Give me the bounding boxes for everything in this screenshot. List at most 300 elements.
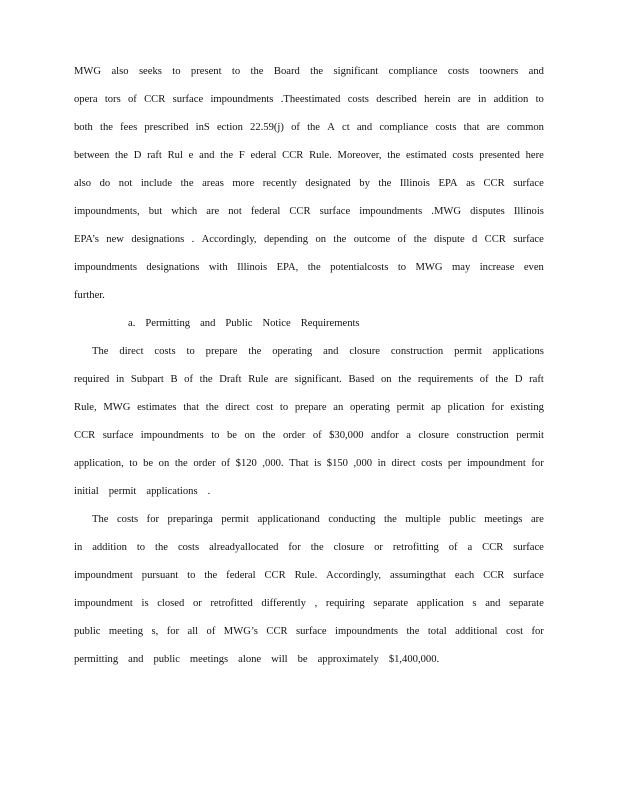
paragraph-3-line <box>74 568 544 596</box>
word: the <box>406 626 420 637</box>
word: significant <box>333 66 379 77</box>
word: for <box>146 514 160 525</box>
word: s, <box>151 626 159 637</box>
word: of <box>127 94 137 105</box>
word: requirements <box>417 374 474 385</box>
word: , <box>314 598 318 609</box>
word: fees <box>120 122 138 133</box>
paragraph-2-line <box>74 484 544 512</box>
word: disputes <box>470 206 505 217</box>
paragraph-1-line <box>74 204 544 232</box>
word: are <box>486 122 500 133</box>
word: the <box>378 178 392 189</box>
word: and <box>485 598 501 609</box>
word: new <box>106 234 124 245</box>
word: e <box>188 150 194 161</box>
word: impoundments, <box>74 206 140 217</box>
word: closure <box>418 430 449 441</box>
word: raft <box>529 374 544 385</box>
paragraph-1-line <box>74 260 544 288</box>
word: closure <box>349 346 380 357</box>
word: direct <box>225 402 250 413</box>
word: the <box>220 150 234 161</box>
word: the <box>310 66 324 77</box>
word: CCR <box>484 234 506 245</box>
word: ct <box>342 122 350 133</box>
word: for <box>531 458 544 469</box>
word: dispute <box>434 234 465 245</box>
word: be <box>143 458 154 469</box>
word: to <box>186 346 195 357</box>
word: by <box>359 178 370 189</box>
word: costs <box>177 542 200 553</box>
word: are <box>457 94 471 105</box>
word: for <box>531 626 544 637</box>
paragraph-1-line <box>74 288 544 316</box>
word: surface <box>296 626 327 637</box>
word: a <box>406 430 411 441</box>
word: That <box>289 458 309 469</box>
word: will <box>271 654 288 665</box>
paragraph-1-line <box>74 120 544 148</box>
word: EPA, <box>276 262 299 273</box>
word: additional <box>455 626 498 637</box>
word: also <box>74 178 92 189</box>
word: be <box>226 430 237 441</box>
word: CCR <box>289 206 311 217</box>
word: public <box>74 626 101 637</box>
word: to <box>136 542 146 553</box>
word: to <box>211 430 220 441</box>
word: but <box>148 206 163 217</box>
word: retrofitting <box>392 542 439 553</box>
word: MWG <box>74 66 102 77</box>
word: Rul <box>167 150 183 161</box>
word: and <box>128 654 144 665</box>
word: the <box>307 262 321 273</box>
word: inS <box>195 122 210 133</box>
word: the <box>205 402 219 413</box>
word: that <box>463 122 480 133</box>
word: retrofitted <box>210 598 253 609</box>
word: herein <box>424 94 451 105</box>
word: in <box>377 458 386 469</box>
word: of <box>479 374 489 385</box>
word: surface <box>513 570 544 581</box>
word: closure <box>333 542 365 553</box>
word: are <box>274 374 288 385</box>
word: the <box>204 570 218 581</box>
word: ection <box>216 122 243 133</box>
word: and <box>200 318 216 329</box>
word: further. <box>74 290 105 301</box>
word: surface <box>172 94 204 105</box>
word: ,000. <box>262 458 284 469</box>
word: potentialcosts <box>330 262 389 273</box>
paragraph-1-line <box>74 64 544 92</box>
word: per <box>447 458 462 469</box>
word: .Theestimated <box>280 94 341 105</box>
word: significant. <box>294 374 342 385</box>
word: on <box>381 374 392 385</box>
word: $150 <box>326 458 348 469</box>
word: impoundments <box>210 94 274 105</box>
word: ederal <box>250 150 277 161</box>
word: more <box>232 178 255 189</box>
word: alone <box>238 654 262 665</box>
word: the <box>383 514 397 525</box>
word: CCR <box>482 542 504 553</box>
word: operating <box>349 402 390 413</box>
word: are <box>530 514 544 525</box>
word: impoundments <box>335 626 399 637</box>
word: described <box>376 94 417 105</box>
word: application, <box>74 458 124 469</box>
word: in <box>478 94 487 105</box>
word: addition <box>493 94 529 105</box>
word: and <box>323 346 339 357</box>
word: the <box>180 178 194 189</box>
word: EPA’s <box>74 234 99 245</box>
word: the <box>495 374 509 385</box>
word: public <box>153 654 180 665</box>
word: to <box>172 66 181 77</box>
word: Rule. <box>309 150 332 161</box>
word: costs <box>154 346 176 357</box>
word: cost <box>505 626 524 637</box>
word: permit <box>396 402 425 413</box>
word: recently <box>262 178 297 189</box>
word: Permitting <box>145 318 191 329</box>
paragraph-2-line <box>74 400 544 428</box>
word: on <box>158 458 170 469</box>
word: Public <box>225 318 253 329</box>
word: order <box>193 458 216 469</box>
word: the <box>413 234 427 245</box>
word: d <box>472 234 478 245</box>
word: permitting <box>74 654 119 665</box>
word: federal <box>226 570 256 581</box>
word: CCR <box>264 570 286 581</box>
word: designations <box>131 234 185 245</box>
word: which <box>171 206 198 217</box>
paragraph-2-line <box>74 344 544 372</box>
word: required <box>74 374 110 385</box>
word: Accordingly, <box>326 570 382 581</box>
word: $30,000 <box>329 430 364 441</box>
word: construction <box>390 346 444 357</box>
word: tors <box>104 94 121 105</box>
paragraph-3-line <box>74 540 544 568</box>
word: approximately <box>317 654 379 665</box>
word: $120 <box>235 458 257 469</box>
word: costs <box>452 150 474 161</box>
word: meetings <box>189 654 229 665</box>
word: the <box>174 458 188 469</box>
word: surface <box>513 178 544 189</box>
word: here <box>525 150 544 161</box>
word: estimates <box>137 402 177 413</box>
word: B <box>170 374 178 385</box>
word: . <box>191 234 195 245</box>
word: for <box>491 402 504 413</box>
word: not <box>118 178 133 189</box>
word: all <box>187 626 199 637</box>
word: D <box>514 374 523 385</box>
word: andfor <box>371 430 399 441</box>
word: existing <box>510 402 544 413</box>
word: the <box>248 346 262 357</box>
word: conducting <box>328 514 376 525</box>
word: Board <box>273 66 300 77</box>
word: prescribed <box>144 122 189 133</box>
word: include <box>140 178 173 189</box>
word: application <box>416 598 464 609</box>
word: separate <box>373 598 409 609</box>
word: surface <box>319 206 351 217</box>
word: areas <box>202 178 224 189</box>
paragraph-1-line <box>74 148 544 176</box>
word: impoundment <box>74 570 133 581</box>
word: s <box>472 598 477 609</box>
word: addition <box>92 542 127 553</box>
word: Requirements <box>300 318 360 329</box>
word: to <box>535 94 544 105</box>
word: the <box>262 430 276 441</box>
word: raft <box>147 150 162 161</box>
word: a <box>467 542 473 553</box>
word: presented <box>479 150 520 161</box>
word: also <box>111 66 129 77</box>
word: MWG <box>415 262 443 273</box>
word: alreadyallocated <box>209 542 279 553</box>
word: initial <box>74 486 99 497</box>
word: to <box>231 66 241 77</box>
word: between <box>74 150 110 161</box>
word: of <box>448 542 458 553</box>
word: for <box>288 542 301 553</box>
word: present <box>190 66 222 77</box>
word: Accordingly, <box>201 234 257 245</box>
word: or <box>374 542 383 553</box>
paragraph-1-line <box>74 92 544 120</box>
word: an <box>333 402 344 413</box>
word: to <box>187 570 196 581</box>
word: permit <box>516 430 544 441</box>
word: federal <box>250 206 281 217</box>
word: or <box>192 598 202 609</box>
word: The <box>92 346 109 357</box>
paragraph-3-line <box>74 596 544 624</box>
word: is <box>314 458 322 469</box>
word: impoundment <box>466 458 526 469</box>
word: impoundment <box>74 598 133 609</box>
word: permit <box>108 486 137 497</box>
word: increase <box>479 262 515 273</box>
word: construction <box>456 430 509 441</box>
word: of <box>397 234 407 245</box>
word: of <box>206 626 216 637</box>
word: ap <box>430 402 441 413</box>
word: each <box>454 570 475 581</box>
word: requiring <box>325 598 365 609</box>
word: the <box>387 150 401 161</box>
word: 22.59(j) <box>250 122 284 133</box>
word: Subpart <box>130 374 164 385</box>
word: to <box>129 458 138 469</box>
word: A <box>327 122 335 133</box>
word: cost <box>256 402 274 413</box>
word: of <box>312 430 322 441</box>
paragraph-2-line <box>74 372 544 400</box>
word: impoundments <box>74 262 137 273</box>
word: compliance <box>379 122 429 133</box>
paragraph-2-line <box>74 428 544 456</box>
word: applications <box>492 346 544 357</box>
word: Rule, <box>74 402 97 413</box>
word: toowners <box>479 66 519 77</box>
word: impoundments <box>359 206 423 217</box>
word: Based <box>348 374 375 385</box>
word: The <box>92 514 109 525</box>
word: for <box>166 626 180 637</box>
word: meetings <box>484 514 523 525</box>
word: total <box>427 626 447 637</box>
word: to <box>397 262 407 273</box>
word: designations <box>146 262 200 273</box>
word: permit <box>221 514 249 525</box>
word: operating <box>272 346 313 357</box>
word: EPA <box>438 178 458 189</box>
paragraph-1-line <box>74 176 544 204</box>
word: the <box>250 66 264 77</box>
word: designated <box>305 178 351 189</box>
word: common <box>506 122 544 133</box>
word: Illinois <box>399 178 430 189</box>
word: are <box>206 206 220 217</box>
word: the <box>155 542 168 553</box>
word: public <box>449 514 476 525</box>
word: Rule <box>248 374 269 385</box>
word: and <box>199 150 215 161</box>
word: surface <box>513 234 544 245</box>
word: in <box>74 542 83 553</box>
word: multiple <box>405 514 441 525</box>
word: CCR <box>144 94 166 105</box>
paragraph-3-line <box>74 512 544 540</box>
word: of <box>291 122 300 133</box>
word: the <box>115 150 128 161</box>
word: on <box>244 430 256 441</box>
word: . <box>207 486 211 497</box>
word: Draft <box>219 374 242 385</box>
word: closed <box>157 598 185 609</box>
section-heading-a <box>74 316 544 344</box>
word: Illinois <box>513 206 544 217</box>
word: both <box>74 122 93 133</box>
word: is <box>141 598 149 609</box>
word: preparinga <box>167 514 213 525</box>
word: compliance <box>388 66 438 77</box>
word: separate <box>509 598 544 609</box>
word: prepare <box>205 346 238 357</box>
word: opera <box>74 94 98 105</box>
word: of <box>221 458 231 469</box>
word: the <box>310 542 324 553</box>
word: that <box>183 402 200 413</box>
word: estimated <box>405 150 447 161</box>
word: costs <box>116 514 139 525</box>
word: order <box>282 430 306 441</box>
paragraph-3-line <box>74 624 544 652</box>
word: Rule. <box>294 570 318 581</box>
word: a. <box>128 318 136 329</box>
word: .MWG <box>431 206 462 217</box>
word: as <box>466 178 475 189</box>
word: costs <box>447 66 470 77</box>
word: CCR <box>483 570 505 581</box>
word: may <box>452 262 471 273</box>
word: in <box>115 374 125 385</box>
document-body <box>74 64 544 680</box>
word: with <box>208 262 228 273</box>
word: Illinois <box>237 262 268 273</box>
word: pursuant <box>141 570 179 581</box>
word: be <box>297 654 308 665</box>
word: depending <box>263 234 309 245</box>
word: MWG <box>103 402 131 413</box>
word: surface <box>513 542 544 553</box>
word: Moreover, <box>337 150 382 161</box>
word: applications <box>146 486 198 497</box>
word: impoundments <box>140 430 204 441</box>
word: even <box>523 262 544 273</box>
word: and <box>528 66 544 77</box>
word: costs <box>421 458 443 469</box>
word: outcome <box>353 234 391 245</box>
paragraph-1-line <box>74 232 544 260</box>
word: on <box>315 234 327 245</box>
word: $1,400,000. <box>388 654 440 665</box>
word: the <box>398 374 412 385</box>
word: MWG’s <box>223 626 258 637</box>
word: costs <box>435 122 457 133</box>
word: differently <box>261 598 306 609</box>
word: seeks <box>138 66 162 77</box>
word: do <box>99 178 111 189</box>
word: meeting <box>108 626 144 637</box>
word: of <box>184 374 193 385</box>
word: ,000 <box>353 458 373 469</box>
word: applicationand <box>257 514 320 525</box>
word: costs <box>347 94 369 105</box>
word: direct <box>119 346 144 357</box>
word: not <box>228 206 242 217</box>
word: CCR <box>266 626 288 637</box>
word: D <box>133 150 142 161</box>
word: the <box>199 374 213 385</box>
word: prepare <box>294 402 327 413</box>
word: surface <box>102 430 134 441</box>
paragraph-3-line <box>74 652 544 680</box>
word: Notice <box>262 318 291 329</box>
word: CCR <box>282 150 304 161</box>
word: permit <box>454 346 482 357</box>
word: the <box>100 122 113 133</box>
word: to <box>279 402 289 413</box>
word: and <box>356 122 373 133</box>
word: the <box>307 122 321 133</box>
